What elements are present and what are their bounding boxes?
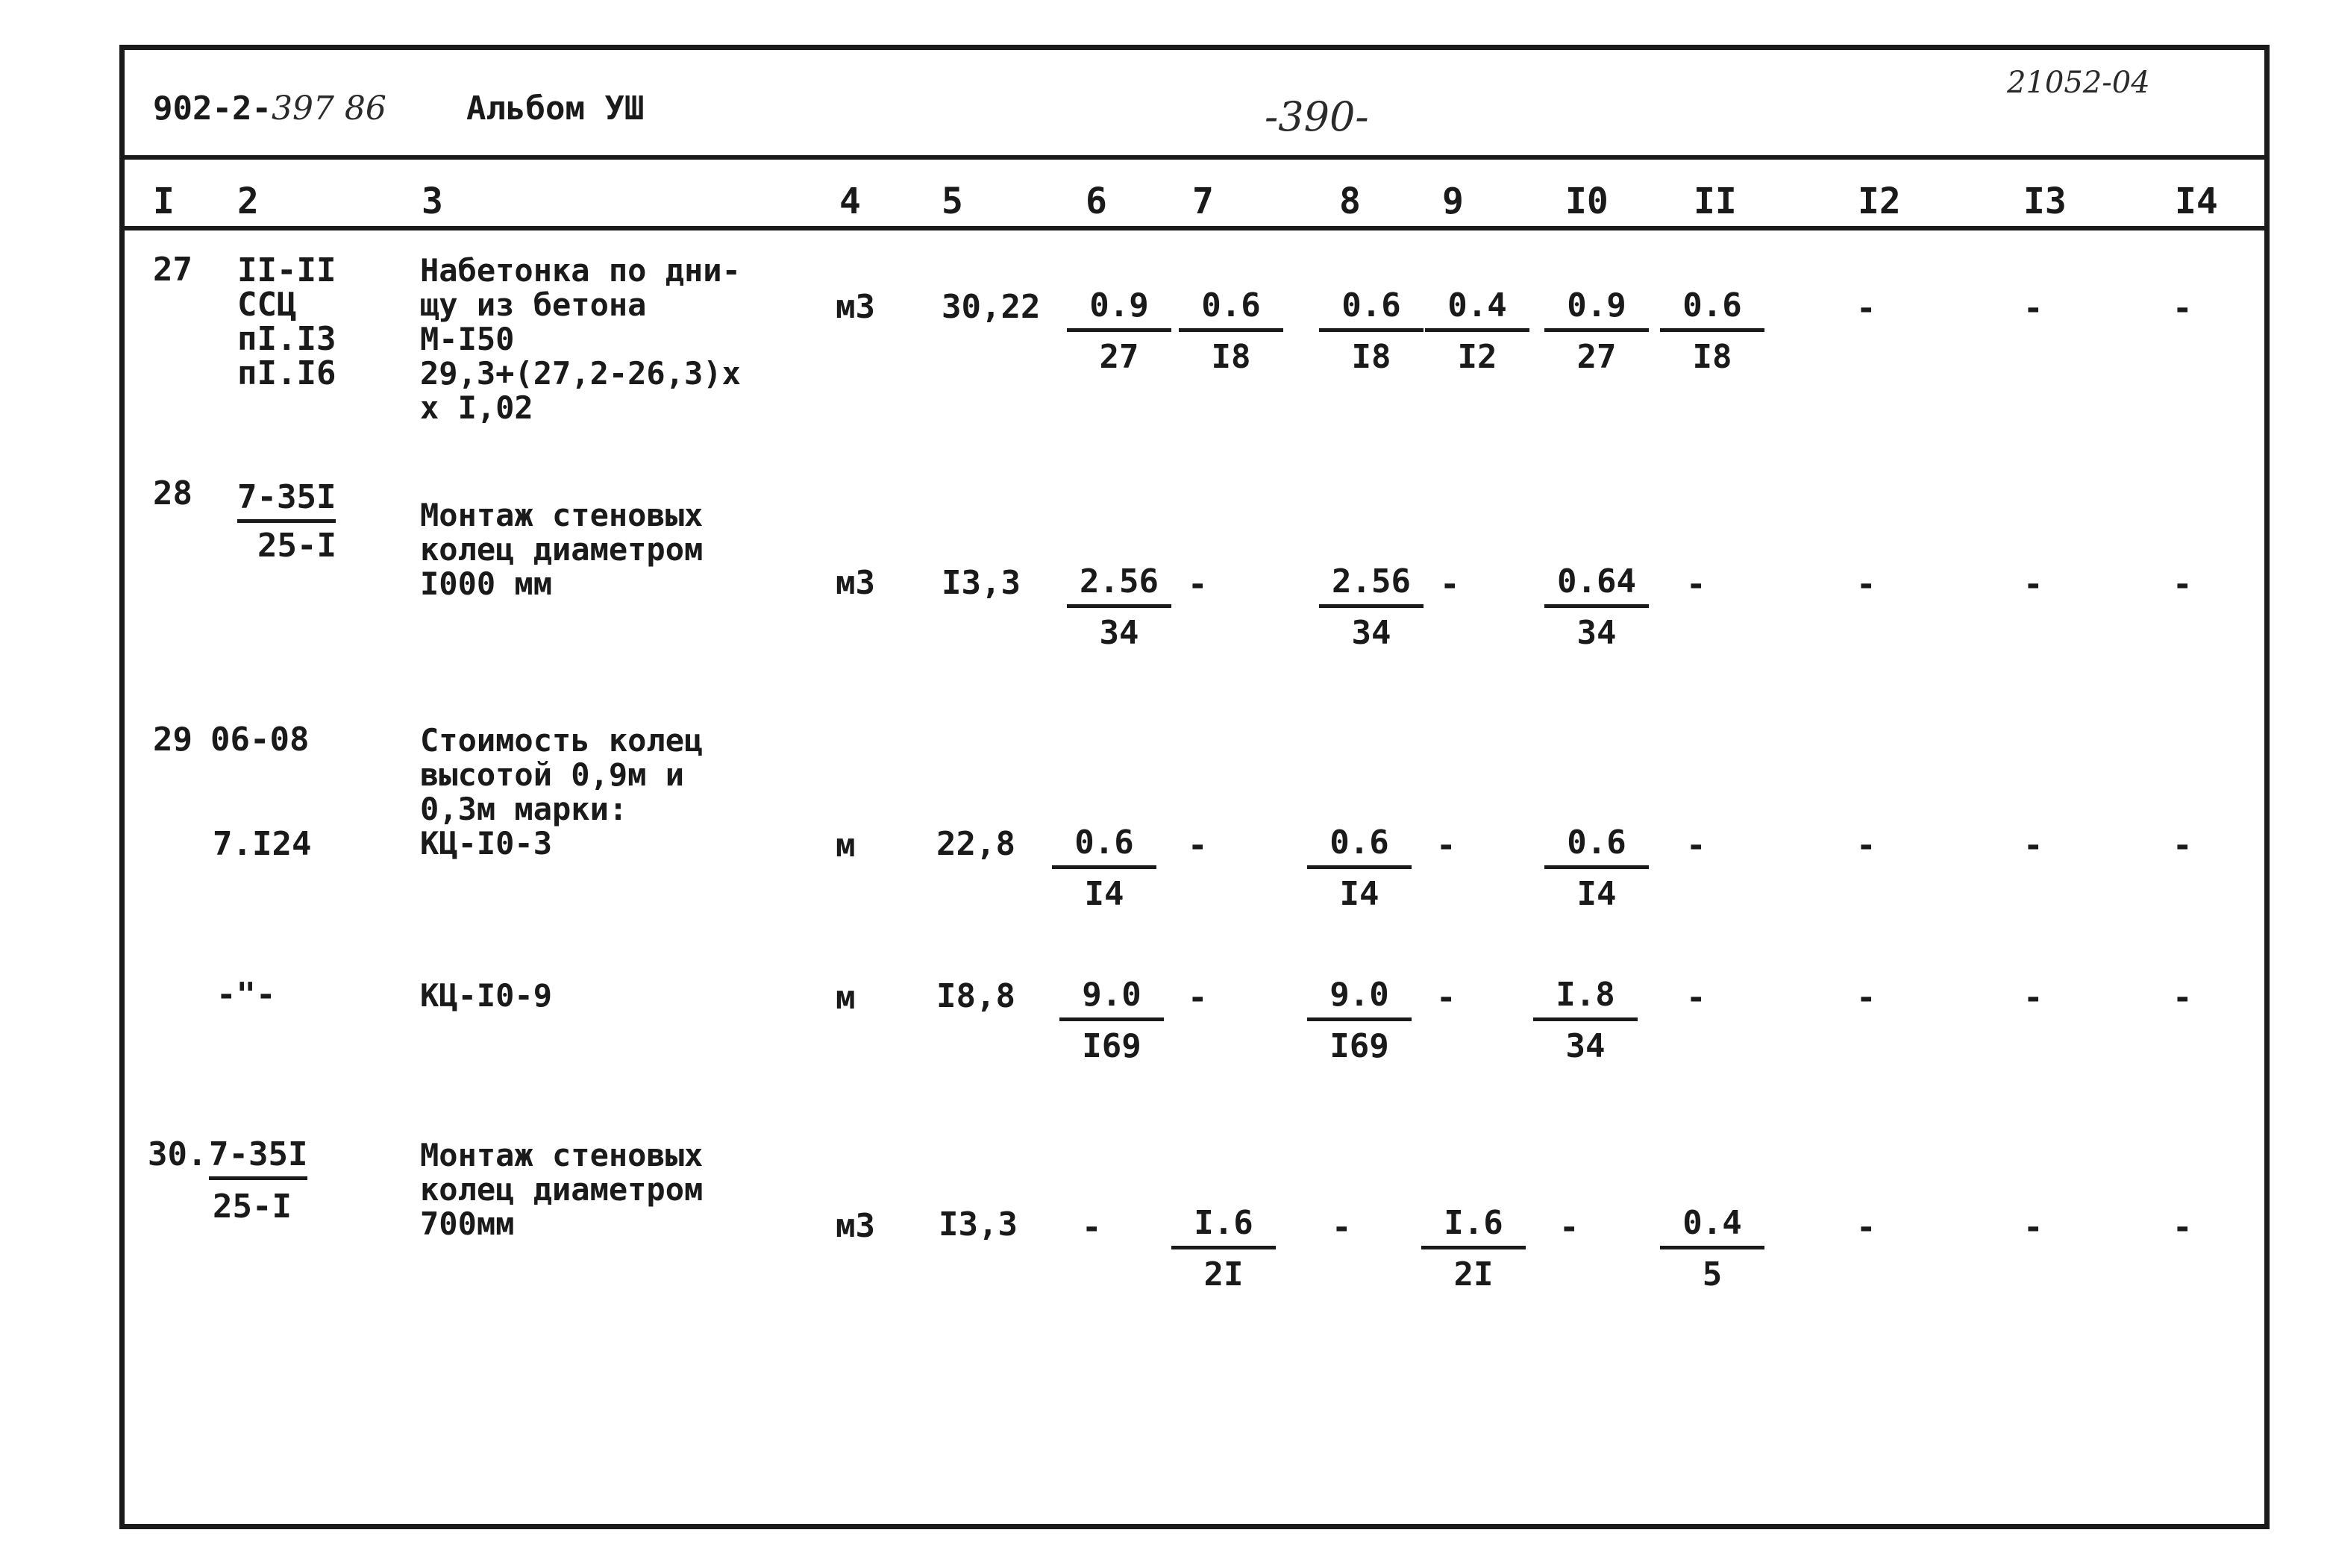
col-2-header: 2 xyxy=(237,181,259,222)
col-4-header: 4 xyxy=(839,181,861,222)
fraction-value xyxy=(1059,976,1164,1065)
empty-cell-dash: - xyxy=(2173,1208,2193,1246)
fraction-denominator: I2 xyxy=(1457,338,1497,376)
unit-price: I8,8 xyxy=(936,977,1015,1015)
col-6-header: 6 xyxy=(1086,181,1107,222)
fraction-numerator: I.6 xyxy=(1421,1207,1526,1249)
empty-cell-dash: - xyxy=(1856,1208,1876,1246)
unit: м3 xyxy=(836,288,875,326)
fraction-value xyxy=(1544,562,1649,652)
fraction-value xyxy=(1179,286,1283,376)
empty-cell-dash: - xyxy=(1856,827,1876,865)
fraction-value xyxy=(1660,286,1764,376)
fraction-denominator: I69 xyxy=(1330,1027,1389,1065)
empty-cell-dash: - xyxy=(1188,565,1208,603)
unit: м3 xyxy=(836,564,875,602)
col-11-header: II xyxy=(1694,181,1737,222)
fraction-value xyxy=(1319,562,1424,652)
norm-reference-top: 7-35I xyxy=(209,1138,307,1171)
fraction-value xyxy=(1307,824,1412,913)
fraction-numerator: I.8 xyxy=(1533,979,1638,1021)
fraction-numerator: 9.0 xyxy=(1059,979,1164,1021)
fraction-denominator: I4 xyxy=(1084,875,1124,913)
header-divider xyxy=(125,155,2264,160)
empty-cell-dash: - xyxy=(2023,565,2043,603)
norm-reference: II-II ССЦ пI.I3 пI.I6 xyxy=(237,251,336,392)
empty-cell-dash: - xyxy=(2173,979,2193,1017)
work-description: Стоимость колец высотой 0,9м и 0,3м марки: КЦ-I0-3 xyxy=(420,722,704,862)
row-number: 30. xyxy=(148,1135,207,1173)
work-description: Монтаж стеновых колец диаметром 700мм xyxy=(420,1137,704,1242)
unit-price: 30,22 xyxy=(942,288,1041,326)
work-description: Набетонка по дни- щу из бетона М-I50 29,3+(27,2-26,3)х х I,02 xyxy=(420,252,741,426)
fraction-denominator: I8 xyxy=(1351,338,1391,376)
fraction-numerator: 0.9 xyxy=(1067,289,1171,332)
fraction-denominator: 2I xyxy=(1203,1255,1244,1293)
fraction-value xyxy=(1660,1204,1764,1293)
fraction-denominator: 34 xyxy=(1576,614,1617,652)
norm-reference-top: 06-08 xyxy=(210,721,310,759)
col-3-header: 3 xyxy=(422,181,443,222)
fraction-numerator: 0.6 xyxy=(1544,827,1649,869)
fraction-numerator: 2.56 xyxy=(1319,565,1424,608)
row-number: 29 xyxy=(153,721,192,759)
fraction-denominator: I4 xyxy=(1576,875,1617,913)
empty-cell-dash: - xyxy=(1436,827,1456,865)
unit: м xyxy=(836,827,856,865)
fraction-denominator: I8 xyxy=(1692,338,1732,376)
col-1-header: I xyxy=(153,181,175,222)
document-code-prefix: 902-2- xyxy=(153,90,272,128)
empty-cell-dash: - xyxy=(2023,289,2043,327)
empty-cell-dash: - xyxy=(1856,289,1876,327)
empty-cell-dash: - xyxy=(1686,565,1706,603)
fraction-value xyxy=(1052,824,1156,913)
empty-cell-dash: - xyxy=(2023,827,2043,865)
fraction-numerator: 9.0 xyxy=(1307,979,1412,1021)
norm-reference-bottom: 7.I24 xyxy=(213,825,312,863)
fraction-value xyxy=(1067,562,1171,652)
empty-cell-dash: - xyxy=(1856,565,1876,603)
fraction-numerator: 0.6 xyxy=(1319,289,1424,332)
empty-cell-dash: - xyxy=(1440,565,1460,603)
unit-price: I3,3 xyxy=(939,1205,1018,1244)
album-title: Альбом УШ xyxy=(466,90,645,128)
fraction-numerator: 0.6 xyxy=(1179,289,1283,332)
empty-cell-dash: - xyxy=(1686,827,1706,865)
col-7-header: 7 xyxy=(1192,181,1214,222)
page-number: -390- xyxy=(1265,93,1369,140)
document-code xyxy=(153,90,386,128)
row-number: 27 xyxy=(153,251,192,289)
work-description: Монтаж стеновых колец диаметром I000 мм xyxy=(420,497,704,602)
norm-reference-top: 7-35I xyxy=(237,481,336,514)
fraction-denominator: 5 xyxy=(1702,1255,1723,1293)
fraction-denominator: 34 xyxy=(1099,614,1139,652)
col-14-header: I4 xyxy=(2175,181,2218,222)
fraction-denominator: I69 xyxy=(1082,1027,1141,1065)
fraction-value xyxy=(1319,286,1424,376)
empty-cell-dash: - xyxy=(1082,1208,1102,1246)
fraction-value xyxy=(1544,824,1649,913)
empty-cell-dash: - xyxy=(1188,979,1208,1017)
fraction-value xyxy=(1425,286,1529,376)
fraction-numerator: 2.56 xyxy=(1067,565,1171,608)
empty-cell-dash: - xyxy=(1856,979,1876,1017)
fraction-denominator: 34 xyxy=(1351,614,1391,652)
fraction-denominator: 34 xyxy=(1565,1027,1606,1065)
empty-cell-dash: - xyxy=(2173,827,2193,865)
col-5-header: 5 xyxy=(942,181,963,222)
fraction-value xyxy=(1421,1204,1526,1293)
fraction-denominator: 27 xyxy=(1576,338,1617,376)
col-9-header: 9 xyxy=(1442,181,1464,222)
unit-price: 22,8 xyxy=(936,825,1015,863)
fraction-value xyxy=(1067,286,1171,376)
empty-cell-dash: - xyxy=(2023,1208,2043,1246)
fraction-denominator: 2I xyxy=(1453,1255,1494,1293)
unit: м3 xyxy=(836,1207,875,1245)
unit-price: I3,3 xyxy=(942,564,1021,602)
fraction-numerator: 0.6 xyxy=(1307,827,1412,869)
fraction-denominator: I8 xyxy=(1211,338,1251,376)
empty-cell-dash: - xyxy=(1686,979,1706,1017)
ditto-mark: -"- xyxy=(216,976,276,1014)
norm-reference-bottom: 25-I xyxy=(257,527,336,565)
empty-cell-dash: - xyxy=(2173,289,2193,327)
unit: м xyxy=(836,979,856,1017)
work-description: КЦ-I0-9 xyxy=(420,977,553,1014)
fraction-numerator: 0.4 xyxy=(1425,289,1529,332)
archive-stamp: 21052-04 xyxy=(2007,66,2150,100)
empty-cell-dash: - xyxy=(1332,1208,1352,1246)
row-number: 28 xyxy=(153,474,192,512)
column-header-divider xyxy=(125,226,2264,231)
empty-cell-dash: - xyxy=(1188,827,1208,865)
empty-cell-dash: - xyxy=(2173,565,2193,603)
fraction-numerator: 0.6 xyxy=(1052,827,1156,869)
fraction-numerator: 0.6 xyxy=(1660,289,1764,332)
col-8-header: 8 xyxy=(1339,181,1361,222)
fraction-numerator: I.6 xyxy=(1171,1207,1276,1249)
empty-cell-dash: - xyxy=(1436,979,1456,1017)
fraction-value xyxy=(1307,976,1412,1065)
col-12-header: I2 xyxy=(1858,181,1901,222)
fraction-denominator: 27 xyxy=(1099,338,1139,376)
empty-cell-dash: - xyxy=(2023,979,2043,1017)
document-code-handwritten: 397 86 xyxy=(271,90,386,128)
fraction-numerator: 0.9 xyxy=(1544,289,1649,332)
fraction-numerator: 0.4 xyxy=(1660,1207,1764,1249)
fraction-denominator: I4 xyxy=(1339,875,1379,913)
col-13-header: I3 xyxy=(2023,181,2067,222)
fraction-value xyxy=(1544,286,1649,376)
norm-reference-bottom: 25-I xyxy=(213,1188,292,1226)
fraction-numerator: 0.64 xyxy=(1544,565,1649,608)
fraction-value xyxy=(1533,976,1638,1065)
col-10-header: I0 xyxy=(1565,181,1609,222)
empty-cell-dash: - xyxy=(1559,1208,1579,1246)
fraction-value xyxy=(1171,1204,1276,1293)
